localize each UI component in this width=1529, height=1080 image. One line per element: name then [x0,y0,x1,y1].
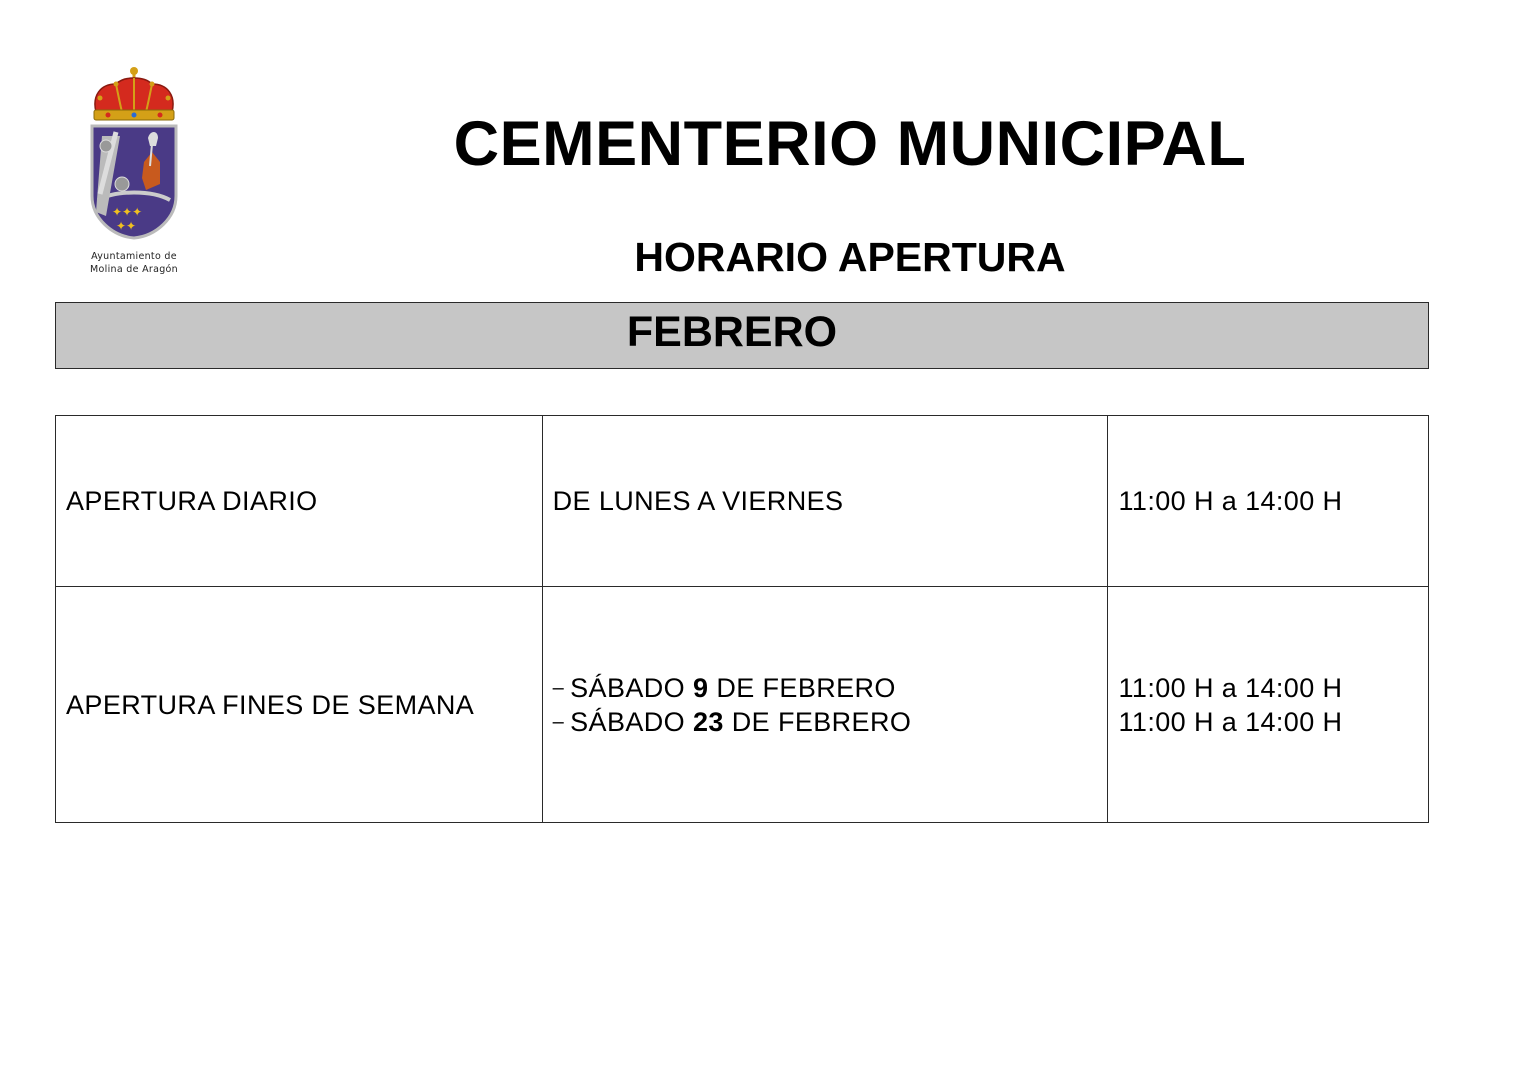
table-row [56,587,1429,823]
opening-hours: 11:00 H a 14:00 H [1118,486,1343,516]
weekend-date [553,671,1108,705]
opening-hours-cell [1108,416,1429,587]
month-label: FEBRERO [626,308,838,356]
table-row [56,416,1429,587]
logo-caption-line2: Molina de Aragón [90,264,178,275]
dash-bullet: – [552,676,565,699]
logo-caption-line1: Ayuntamiento de [91,251,177,262]
dash-bullet: – [552,710,565,733]
opening-hours: 11:00 H a 14:00 H [1118,672,1343,703]
weekday-label: SÁBADO [570,672,686,703]
opening-days-cell [542,416,1108,587]
day-number: 9 [692,672,709,703]
svg-text:✦✦: ✦✦ [116,219,137,233]
weekday-label: SÁBADO [570,706,686,737]
month-suffix: DE FEBRERO [716,672,896,703]
svg-text:✦✦✦: ✦✦✦ [112,205,143,219]
opening-type: APERTURA DIARIO [66,486,318,516]
page-subtitle: HORARIO APERTURA [634,234,1066,280]
weekend-date [553,705,1108,739]
shield-icon [92,126,176,238]
month-suffix: DE FEBRERO [731,706,912,737]
opening-type: APERTURA FINES DE SEMANA [66,689,475,720]
opening-type-cell [56,587,543,823]
day-number: 23 [692,706,724,737]
crown-icon [94,67,174,120]
coat-of-arms-icon [86,66,182,242]
opening-type-cell [56,416,543,587]
opening-days: DE LUNES A VIERNES [552,486,844,516]
opening-hours: 11:00 H a 14:00 H [1118,706,1343,737]
opening-days-cell [542,587,1108,823]
schedule-table [55,415,1429,823]
municipal-logo [78,66,190,280]
month-banner [55,302,1429,369]
opening-hours-cell [1108,587,1429,823]
page-title: CEMENTERIO MUNICIPAL [453,109,1247,179]
logo-caption [78,250,190,276]
